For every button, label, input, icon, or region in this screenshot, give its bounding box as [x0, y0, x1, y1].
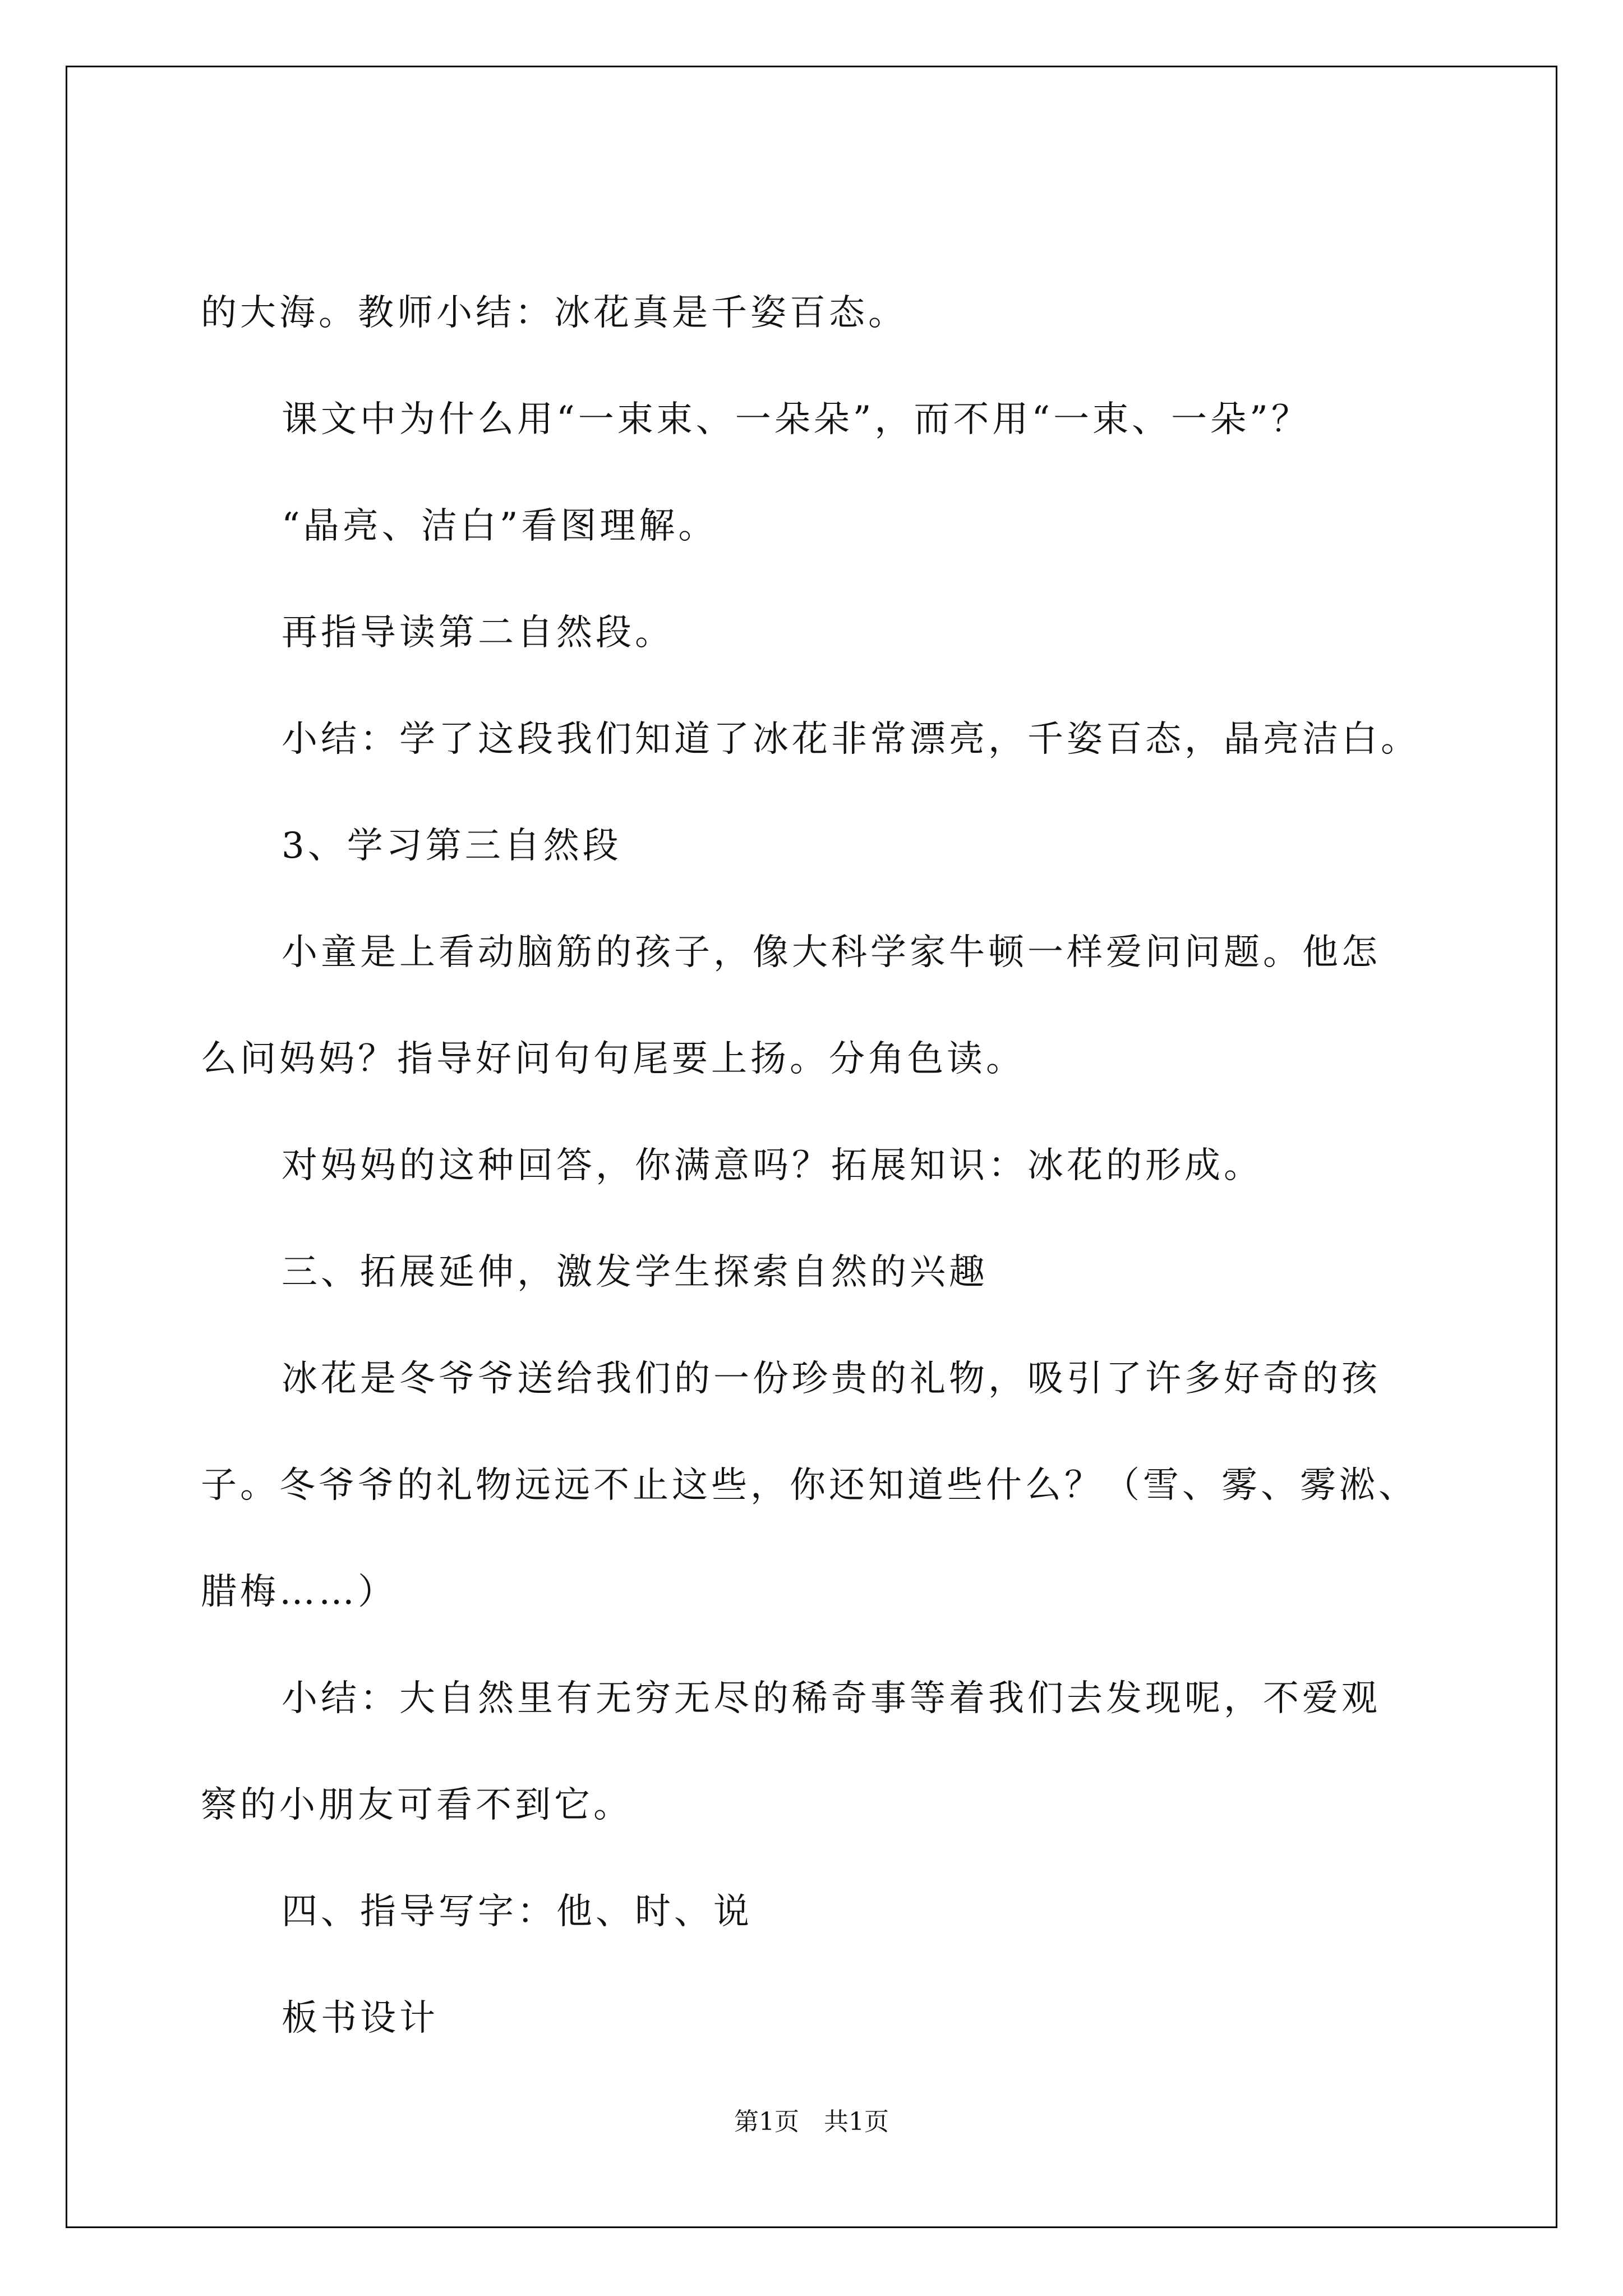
- text-line: 子。冬爷爷的礼物远远不止这些，你还知道些什么？（雪、雾、雾淞、: [201, 1465, 1418, 1506]
- text-line: 对妈妈的这种回答，你满意吗？拓展知识：冰花的形成。: [282, 1145, 1263, 1186]
- page-footer: 第1页 共1页: [734, 2108, 889, 2136]
- text-line: 四、指导写字：他、时、说: [282, 1891, 753, 1932]
- document-body: [67, 67, 1556, 2226]
- text-line: 冰花是冬爷爷送给我们的一份珍贵的礼物，吸引了许多好奇的孩: [282, 1358, 1381, 1400]
- text-line: 板书设计: [282, 1998, 439, 2039]
- text-line: “晶亮、洁白”看图理解。: [282, 505, 718, 547]
- text-line: 小结：大自然里有无穷无尽的稀奇事等着我们去发现呢，不爱观: [282, 1678, 1381, 1719]
- text-line: 小结：学了这段我们知道了冰花非常漂亮，千姿百态，晶亮洁白。: [282, 719, 1420, 760]
- text-line: 三、拓展延伸，激发学生探索自然的兴趣: [282, 1251, 988, 1293]
- text-line: 3、学习第三自然段: [282, 825, 622, 867]
- text-line: 再指导读第二自然段。: [282, 612, 674, 654]
- text-line: 课文中为什么用“一束束、一朵朵”，而不用“一束、一朵”？: [282, 399, 1311, 440]
- text-line: 察的小朋友可看不到它。: [201, 1784, 633, 1826]
- text-line: 腊梅……）: [201, 1571, 397, 1613]
- text-line: 的大海。教师小结：冰花真是千姿百态。: [201, 292, 907, 334]
- text-line: 么问妈妈？指导好问句句尾要上扬。分角色读。: [201, 1038, 1025, 1080]
- text-line: 小童是上看动脑筋的孩子，像大科学家牛顿一样爱问问题。他怎: [282, 932, 1381, 973]
- page-frame: [66, 66, 1557, 2228]
